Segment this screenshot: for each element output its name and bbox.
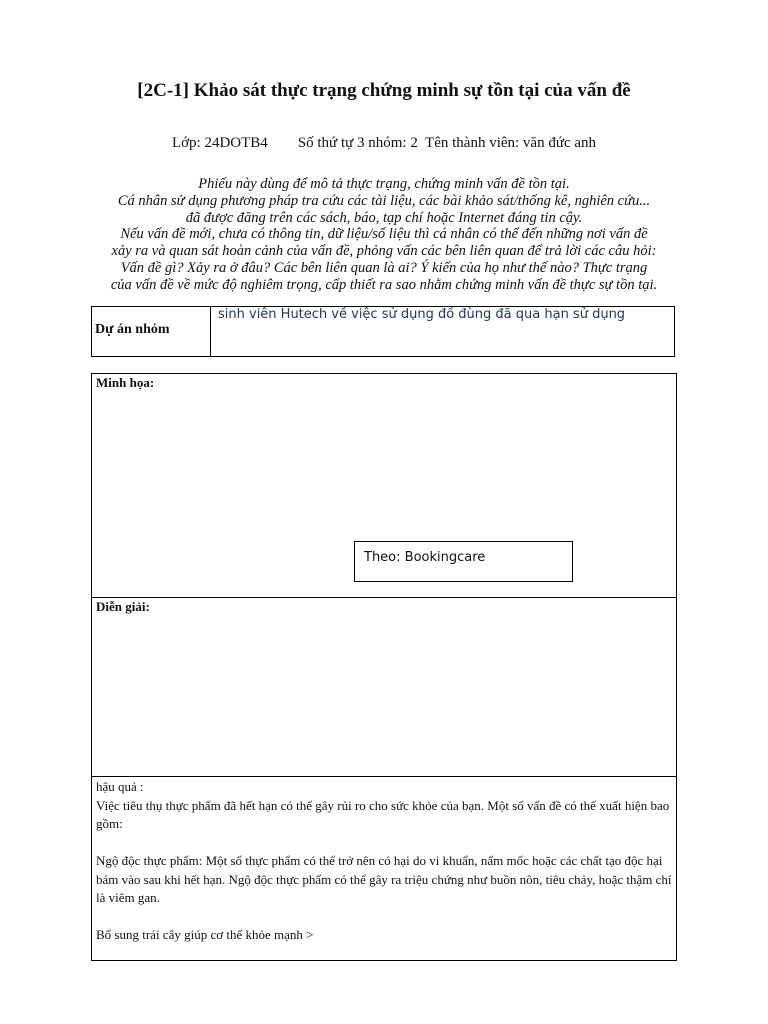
consequences-paragraph: Việc tiêu thụ thực phẩm đã hết hạn có thể gây rủi ro cho sức khỏe của bạn. Một số vấn đề có thể xuất hiện bao gồm: (96, 797, 670, 831)
section-divider (92, 776, 676, 777)
consequences-paragraph: Ngộ độc thực phẩm: Một số thực phẩm có thể trở nên có hại do vi khuẩn, nấm mốc hoặc các chất tạo độc hại bám vào sau khi hết hạn. Ngộ độc thực phẩm có thể gây ra triệu chứng như buồn nôn, tiêu chảy, hoặc thậm chí là viêm gan. (96, 853, 672, 905)
intro-line: Vấn đề gì? Xảy ra ở đâu? Các bên liên quan là ai? Ý kiến của họ như thế nào? Thực trạng (120, 259, 648, 276)
consequences-text (96, 778, 674, 945)
intro-line: xảy ra và quan sát hoàn cảnh của vấn đề, phỏng vấn các bên liên quan để trả lời các câu hỏi: (111, 243, 657, 260)
intro-line: Cá nhân sử dụng phương pháp tra cứu các tài liệu, các bài khảo sát/thống kê, nghiên cứu... (117, 192, 651, 209)
intro-line: Phiếu này dùng để mô tả thực trạng, chứng minh vấn đề tồn tại. (198, 176, 570, 192)
illustration-caption: Theo: Bookingcare (354, 541, 573, 582)
consequences-heading: hậu quả : (96, 779, 144, 794)
intro-line: đã được đăng trên các sách, báo, tạp chí hoặc Internet đáng tin cậy. (185, 209, 583, 226)
survey-form-box (91, 373, 677, 961)
explanation-label: Diễn giải: (96, 599, 150, 614)
consequences-paragraph: Bổ sung trái cây giúp cơ thể khỏe mạnh > (96, 927, 314, 942)
page-title: [2C-1] Khảo sát thực trạng chứng minh sự tồn tại của vấn đề (137, 80, 631, 101)
intro-instructions (86, 176, 682, 294)
project-value[interactable]: sinh viên Hutech về việc sử dụng đồ đùng đã qua hạn sử dụng (218, 307, 626, 322)
info-line: Lớp: 24DOTB4 Số thứ tự 3 nhóm: 2 Tên thành viên: văn đức anh (171, 135, 597, 151)
project-table (91, 306, 675, 357)
illustration-label: Minh họa: (96, 375, 155, 390)
section-divider (92, 597, 676, 598)
intro-line: Nếu vấn đề mới, chưa có thông tin, dữ liệu/số liệu thì cá nhân có thể đến những nơi vấn đề (120, 226, 648, 243)
intro-line: của vấn đề về mức độ nghiêm trọng, cấp thiết ra sao nhằm chứng minh vấn đề thực sự tồn tại. (110, 276, 658, 293)
project-label: Dự án nhóm (92, 307, 211, 356)
